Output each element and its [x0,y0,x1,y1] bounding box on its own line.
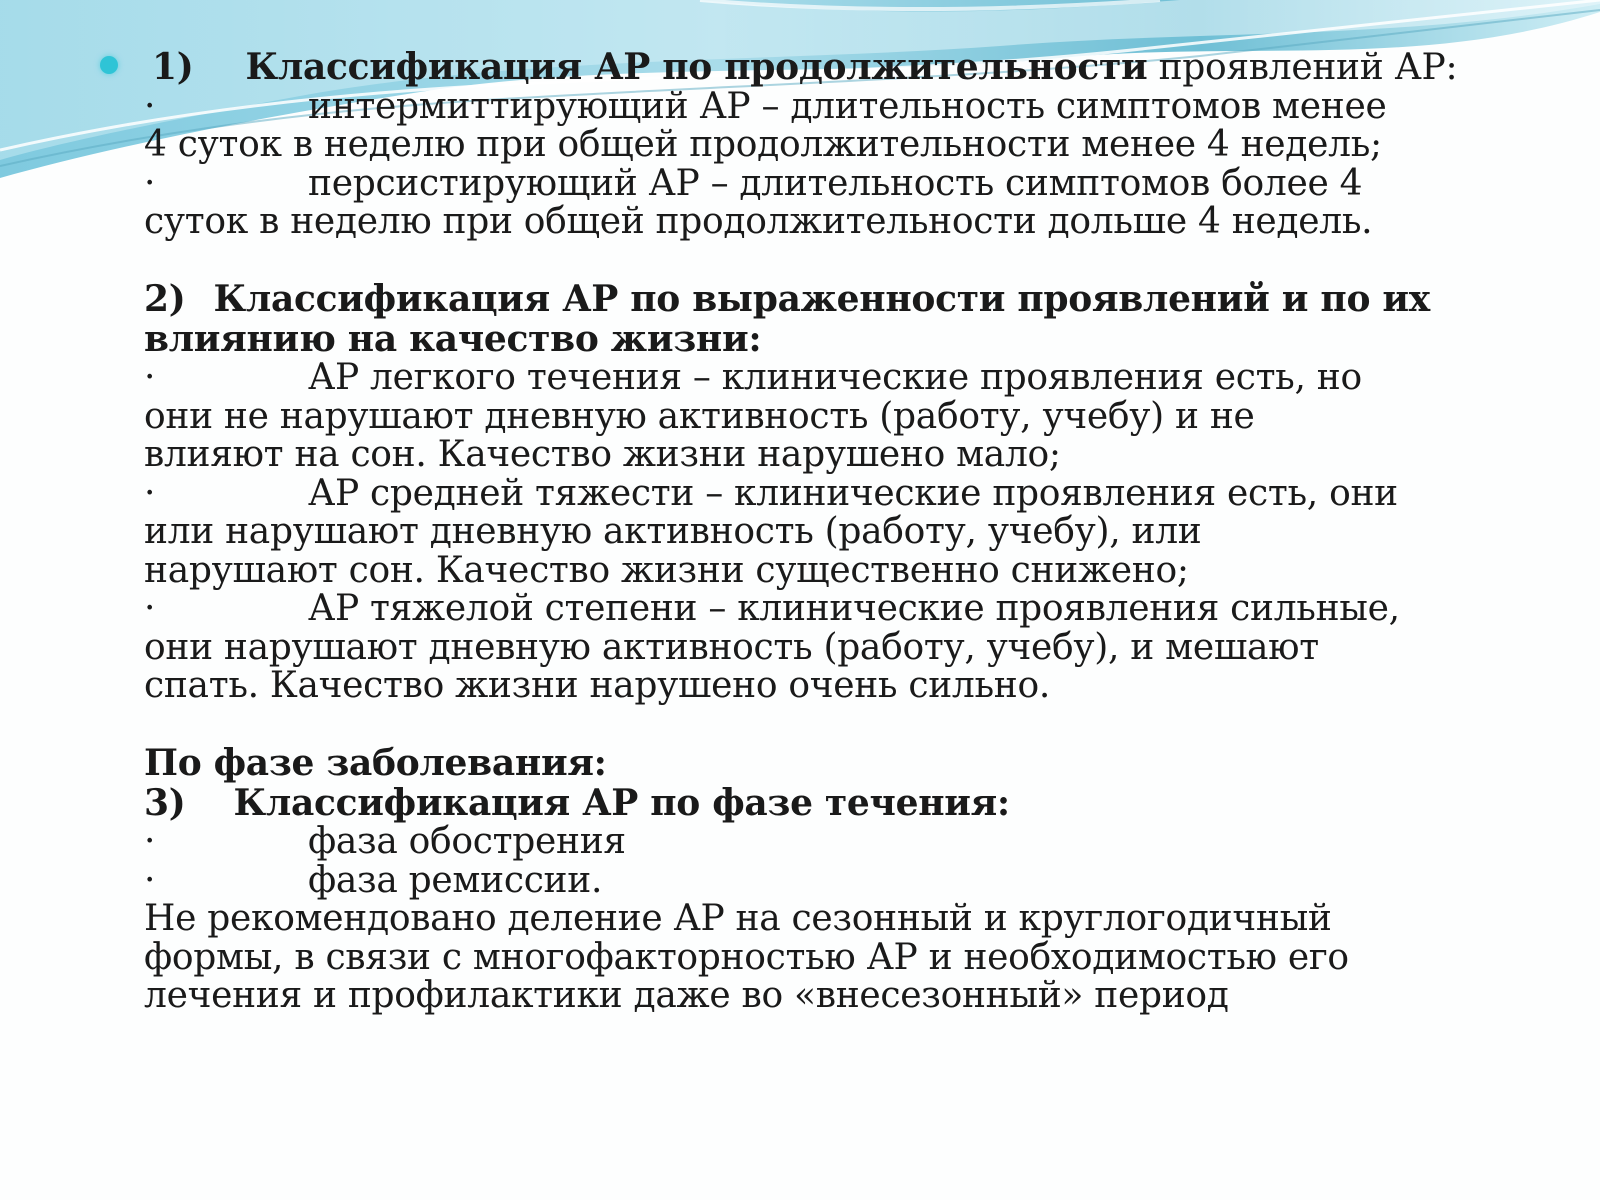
section1-number: 1) [152,46,194,88]
bullet-marker: · [144,85,156,127]
section2-heading: 2) Классификация АР по выраженности проявлений и по их [144,278,1430,320]
bullet-marker: · [144,588,156,629]
bullet-marker: · [144,472,156,514]
list-item: · АР средней тяжести – клинические проявления есть, они [144,472,1398,514]
bullet-marker: · [144,821,156,862]
list-item: · фаза обострения [144,821,626,862]
note-line: лечения и профилактики даже во «внесезонный» период [144,975,1229,1016]
phase-heading: По фазе заболевания: [144,742,607,784]
bullet-dot-icon [100,56,118,74]
list-item-continuation: 4 суток в неделю при общей продолжительности менее 4 недель; [144,124,1382,165]
list-item-continuation: суток в неделю при общей продолжительности дольше 4 недель. [144,201,1373,242]
note-line: формы, в связи с многофакторностью АР и необходимостью его [144,936,1349,978]
list-item-continuation: или нарушают дневную активность (работу, учебу), или [144,511,1202,552]
section3-number: 3) [144,781,186,824]
section1-heading-rest: проявлений АР: [1147,47,1458,88]
list-item: · интермиттирующий АР – длительность симптомов менее [144,85,1387,127]
bullet-marker: · [144,859,156,901]
slide-content [144,48,1504,1016]
list-item-continuation: они нарушают дневную активность (работу, учебу), и мешают [144,626,1319,668]
list-item-continuation: нарушают сон. Качество жизни существенно снижено; [144,549,1189,591]
note-line: Не рекомендовано деление АР на сезонный и круглогодичный [144,898,1332,939]
list-item-continuation: влияют на сон. Качество жизни нарушено мало; [144,434,1061,475]
section1-heading-bold: Классификация АР по продолжительности [245,46,1148,88]
list-item: · АР легкого течения – клинические проявления есть, но [144,357,1362,398]
list-item-continuation: они не нарушают дневную активность (работу, учебу) и не [144,395,1255,437]
bullet-marker: · [144,162,156,204]
section2-number: 2) [144,278,186,320]
list-item: · АР тяжелой степени – клинические проявления сильные, [144,588,1400,629]
section3-heading: 3) Классификация АР по фазе течения: [144,781,1010,824]
list-item-continuation: спать. Качество жизни нарушено очень сильно. [144,665,1051,706]
section1-heading [144,48,1504,88]
bullet-marker: · [144,357,156,398]
list-item: · фаза ремиссии. [144,859,603,901]
section2-heading-line2: влиянию на качество жизни: [144,317,762,360]
list-item: · персистирующий АР – длительность симптомов более 4 [144,162,1363,204]
